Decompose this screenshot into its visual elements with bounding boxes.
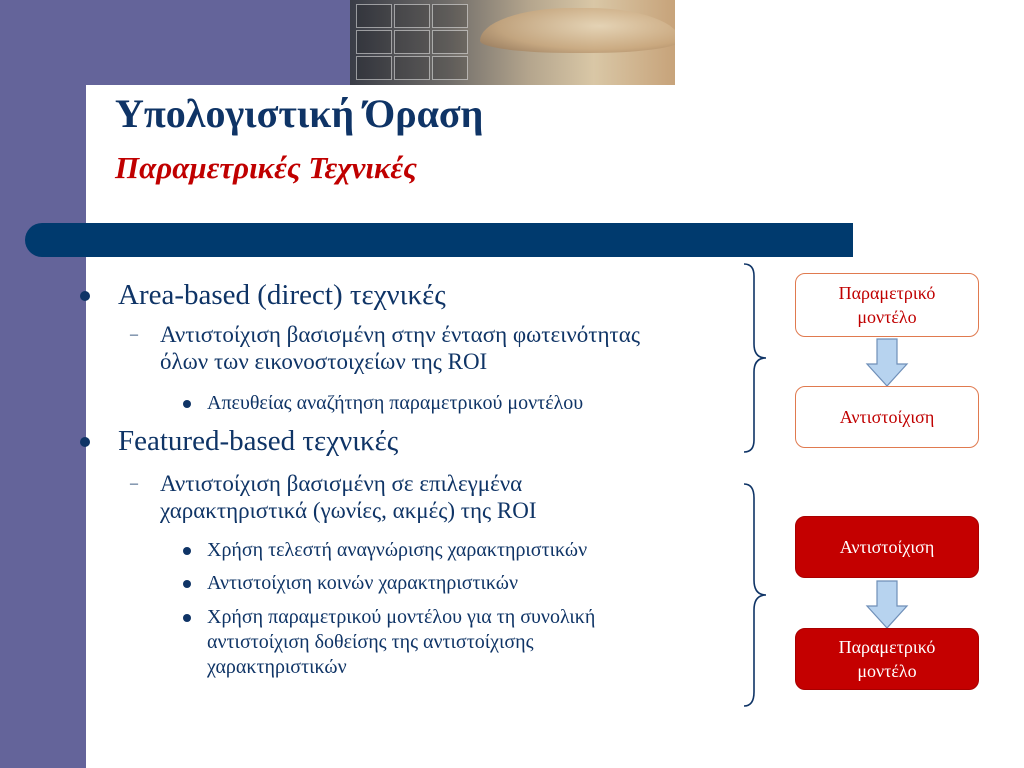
list-item-label: Area-based (direct) τεχνικές xyxy=(118,279,446,311)
bullet-icon xyxy=(80,437,90,447)
sub-item-line: Αντιστοίχιση βασισμένη στην ένταση φωτεινότητας xyxy=(160,322,640,347)
list-item-line: Χρήση παραμετρικού μοντέλου για τη συνολική xyxy=(207,606,596,628)
box-label: Αντιστοίχιση xyxy=(839,407,935,427)
list-item-text xyxy=(207,605,717,680)
box-label-line: Παραμετρικό xyxy=(838,283,936,303)
top-band xyxy=(86,0,356,85)
right-brace-icon xyxy=(740,482,770,708)
box-parametric-model xyxy=(795,273,979,337)
dash-icon: – xyxy=(130,475,138,492)
header-image xyxy=(350,0,675,85)
list-item-text: Απευθείας αναζήτηση παραμετρικού μοντέλου xyxy=(207,392,584,414)
list-item-text: Χρήση τελεστή αναγνώρισης χαρακτηριστικών xyxy=(207,539,588,561)
left-sidebar-band xyxy=(0,0,86,768)
right-brace-icon xyxy=(740,262,770,454)
box-label: Αντιστοίχιση xyxy=(839,537,935,557)
arrow-down-icon xyxy=(865,580,909,630)
sub-item-line: όλων των εικονοστοιχείων της ROI xyxy=(160,349,488,374)
list-item-line: χαρακτηριστικών xyxy=(207,656,347,678)
page-title: Υπολογιστική Όραση xyxy=(115,91,484,136)
list-item-label: Featured-based τεχνικές xyxy=(118,425,399,457)
eye-image xyxy=(480,8,675,53)
box-matching xyxy=(795,386,979,448)
bullet-icon xyxy=(183,614,191,622)
sub-item-text xyxy=(160,321,760,375)
bullet-icon xyxy=(183,400,191,408)
list-item-text: Αντιστοίχιση κοινών χαρακτηριστικών xyxy=(207,572,519,594)
dash-icon: – xyxy=(130,326,138,343)
title-divider-bar xyxy=(25,223,853,257)
box-parametric-model-filled xyxy=(795,628,979,690)
box-label-line: μοντέλο xyxy=(857,661,917,681)
sub-item-line: χαρακτηριστικά (γωνίες, ακμές) της ROI xyxy=(160,498,537,523)
box-matching-filled xyxy=(795,516,979,578)
bullet-icon xyxy=(183,547,191,555)
arrow-down-icon xyxy=(865,338,909,388)
sub-item-text xyxy=(160,470,760,524)
box-label-line: μοντέλο xyxy=(857,307,917,327)
bullet-icon xyxy=(183,580,191,588)
sub-item-line: Αντιστοίχιση βασισμένη σε επιλεγμένα xyxy=(160,471,523,496)
list-item-line: αντιστοίχιση δοθείσης της αντιστοίχισης xyxy=(207,631,534,653)
box-label-line: Παραμετρικό xyxy=(838,637,936,657)
bullet-icon xyxy=(80,291,90,301)
page-subtitle: Παραμετρικές Τεχνικές xyxy=(115,150,417,185)
